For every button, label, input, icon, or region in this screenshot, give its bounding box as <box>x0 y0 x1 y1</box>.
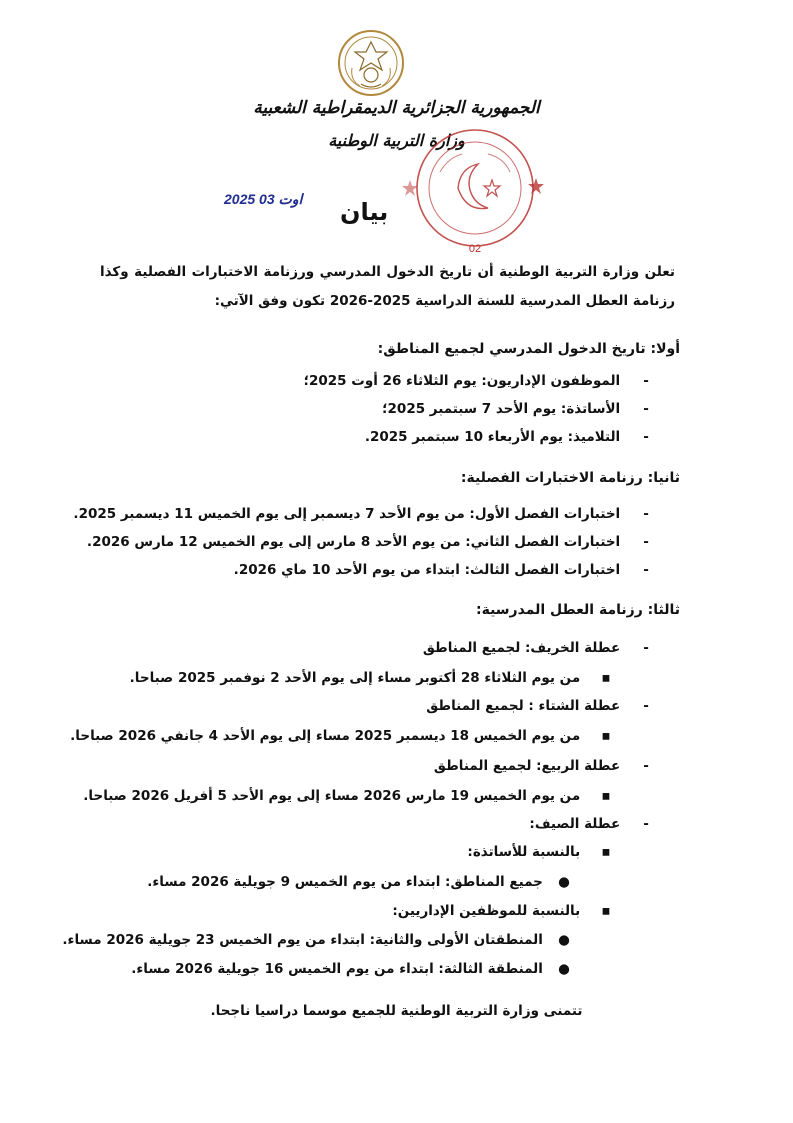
autumn-title: - عطلة الخريف: لجميع المناطق <box>423 634 653 662</box>
summer-admin-label: ▪ بالنسبة للموظفين الإداريين: <box>392 897 613 925</box>
square-bullet: ▪ <box>601 903 611 919</box>
dash-bullet: - <box>643 534 649 550</box>
round-bullet: ● <box>558 932 570 948</box>
section1-list <box>304 367 653 451</box>
spring-title: - عطلة الربيع: لجميع المناطق <box>434 752 653 780</box>
list-item: - التلاميذ: يوم الأربعاء 10 سبتمبر 2025. <box>304 423 653 451</box>
stamp-date: 2025 اوت 03 <box>224 191 303 207</box>
round-bullet: ● <box>558 961 570 977</box>
official-seal-stamp <box>400 128 550 258</box>
dash-bullet: - <box>643 373 649 389</box>
list-item: - اختبارات الفصل الثالث: ابتداء من يوم الأحد 10 ماي 2026. <box>73 556 653 584</box>
intro-paragraph: تعلن وزارة التربية الوطنية أن تاريخ الدخول المدرسي ورزنامة الاختبارات الفصلية وكذا رزنامة العطل المدرسية للسنة الدراسية 2025-2026 تكون وفق الآتي: <box>100 264 675 309</box>
document-title: بيان <box>340 198 389 226</box>
list-item: - اختبارات الفصل الثاني: من يوم الأحد 8 مارس إلى يوم الخميس 12 مارس 2026. <box>73 528 653 556</box>
summer-admin-item-2: ● المنطقة الثالثة: ابتداء من يوم الخميس 16 جويلية 2026 مساء. <box>131 955 571 983</box>
square-bullet: ▪ <box>601 788 611 804</box>
winter-detail: ▪ من يوم الخميس 18 ديسمبر 2025 مساء إلى يوم الأحد 4 جانفي 2026 صباحا. <box>70 722 613 750</box>
dash-bullet: - <box>643 758 649 774</box>
summer-admin-item-1: ● المنطقتان الأولى والثانية: ابتداء من يوم الخميس 23 جويلية 2026 مساء. <box>62 926 571 954</box>
seal-number: 02 <box>468 243 482 255</box>
dash-bullet: - <box>643 562 649 578</box>
section2-list <box>73 500 653 584</box>
section3-heading: ثالثا: رزنامة العطل المدرسية: <box>475 602 680 618</box>
list-item: - الموظفون الإداريون: يوم الثلاثاء 26 أوت 2025؛ <box>304 367 653 395</box>
autumn-detail: ▪ من يوم الثلاثاء 28 أكتوبر مساء إلى يوم الأحد 2 نوفمبر 2025 صباحا. <box>130 664 613 692</box>
winter-title: - عطلة الشتاء : لجميع المناطق <box>426 692 653 720</box>
dash-bullet: - <box>643 816 649 832</box>
summer-teachers-item: ● جميع المناطق: ابتداء من يوم الخميس 9 جويلية 2026 مساء. <box>147 868 571 896</box>
round-bullet: ● <box>558 874 570 890</box>
list-item: - الأساتذة: يوم الأحد 7 سبتمبر 2025؛ <box>304 395 653 423</box>
dash-bullet: - <box>643 640 649 656</box>
republic-heading: الجمهورية الجزائرية الديمقراطية الشعبية <box>253 98 540 118</box>
list-item: - اختبارات الفصل الأول: من يوم الأحد 7 ديسمبر إلى يوم الخميس 11 ديسمبر 2025. <box>73 500 653 528</box>
summer-title: - عطلة الصيف: <box>529 810 653 838</box>
square-bullet: ▪ <box>601 670 611 686</box>
spring-detail: ▪ من يوم الخميس 19 مارس 2026 مساء إلى يوم الأحد 5 أفريل 2026 صباحا. <box>83 782 613 810</box>
section1-heading: أولا: تاريخ الدخول المدرسي لجميع المناطق: <box>377 341 680 357</box>
closing-line: تتمنى وزارة التربية الوطنية للجميع موسما دراسيا ناجحا. <box>210 1003 583 1019</box>
dash-bullet: - <box>643 401 649 417</box>
summer-teachers-label: ▪ بالنسبة للأساتذة: <box>467 838 613 866</box>
coat-of-arms-emblem <box>336 28 406 98</box>
dash-bullet: - <box>643 698 649 714</box>
dash-bullet: - <box>643 506 649 522</box>
dash-bullet: - <box>643 429 649 445</box>
ministry-heading: وزارة التربية الوطنية <box>328 131 465 150</box>
square-bullet: ▪ <box>601 728 611 744</box>
square-bullet: ▪ <box>601 844 611 860</box>
section2-heading: ثانيا: رزنامة الاختبارات الفصلية: <box>460 470 680 486</box>
